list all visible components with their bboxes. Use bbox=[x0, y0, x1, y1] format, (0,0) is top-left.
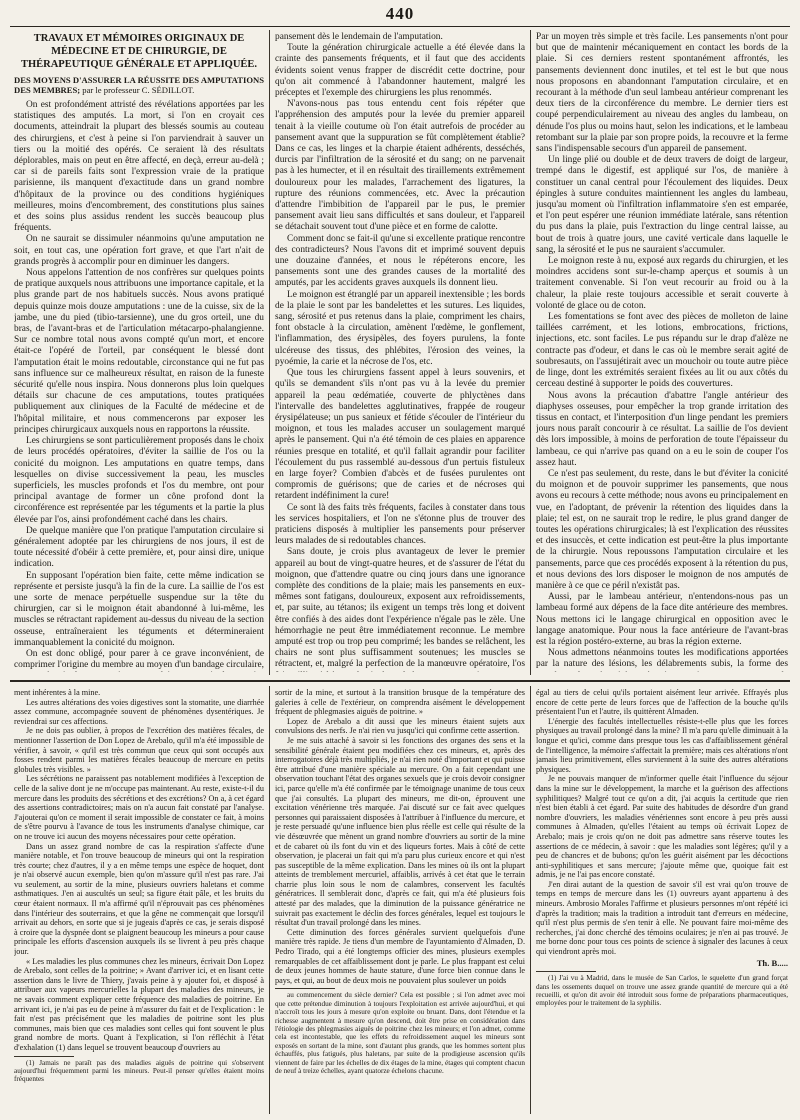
column-divider bbox=[269, 686, 270, 1114]
paragraph: Les chirurgiens se sont particulièrement proposés dans le choix de leurs procédés opératoires, d'éviter la saillie de l'os ou la conicité du moignon. Les amputations en quatre temps, dans lesquelles on divise successivement la peau, les muscles superficiels, les muscles profonds et l'os du membre, ont pour principal avantage de former un cône profond dont la circonférence est représentée par les téguments et la partie la plus élevée par l'os, ainsi profondément caché dans les chairs. bbox=[14, 436, 264, 525]
header-rule bbox=[10, 26, 790, 27]
author-signature: Th. B..... bbox=[756, 957, 788, 968]
paragraph: Nous avons la précaution d'abattre l'angle antérieur des diaphyses osseuses, pour empêcher la trop grande irritation des tissus en contact, et l'interposition d'un linge pendant les premiers jours nous paraît concourir à ce résultat. La saillie de l'os devient dès lors impossible, à moins de perforation de toute l'épaisseur du lambeau, ce qui n'arrive pas quand on a eu le soin de couper l'os assez haut. bbox=[536, 390, 788, 468]
article-title: TRAVAUX ET MÉMOIRES ORIGINAUX DE MÉDECINE ET DE CHIRURGIE, DE THÉRAPEUTIQUE GÉNÉRALE ET APPLIQUÉE. bbox=[20, 33, 258, 70]
page-number: 440 bbox=[385, 4, 415, 23]
article-column-1 bbox=[14, 32, 264, 672]
paragraph: Les sécrétions ne paraissent pas notablement modifiées à l'exception de celle de la salive dont je ne m'occupe pas maintenant. Au reste, existe-t-il du mercure dans les produits des sécrétions et des excrétions? On a, à cet égard des assertions contradictoires; mais on n'a aucun fait constaté par l'analyse. J'ajouterai qu'on ce moment il serait impossible de constater ce fait, à moins de s'être pourvu à l'avance de tous les instruments d'analyse chimique, car on ne trouve ici aucun des moyens nécessaires pour cette opération. bbox=[14, 774, 264, 841]
paragraph: L'énergie des facultés intellectuelles résiste-t-elle plus que les forces physiques au travail prolongé dans la mine? Il m'a paru qu'elle diminuait à la longue et qu'ici, comme dans presque tous les cas d'affaiblissement général de l'intelligence, la mémoire s'affectait la première; mais ces altérations n'ont jamais lieu primitivement, elles surviennent à la suite des autres altérations physiques. bbox=[536, 716, 788, 774]
footnote-rule bbox=[536, 971, 596, 972]
paragraph: On est donc obligé, pour parer à ce grave inconvénient, de comprimer l'origine du membre au moyen d'un bandage circulaire, bbox=[14, 648, 264, 671]
paragraph: Comment donc se fait-il qu'une si excellente pratique rencontre des contradicteurs? Nous l'avons dit et imprimé souvent depuis une douzaine d'années, et nous le répéterons encore, les pansements sont une des grandes causes de la mortalité des amputés, par les accidents graves auxquels ils donnent lieu. bbox=[275, 233, 525, 289]
paragraph: pansement dès le lendemain de l'amputation. bbox=[275, 32, 443, 42]
footnote: (1) Jamais ne paraît pas des maladies aiguës de poitrine qui s'observent aujourd'hui fréquemment parmi les mineurs. Peut-il penser qu'elles étaient moins fréquentes bbox=[14, 1058, 264, 1084]
article-column-2 bbox=[275, 32, 525, 672]
paragraph: Nous admettons néanmoins toutes les modifications apportées par la nature des lésions, les délabrements subis, la forme des bbox=[536, 648, 788, 670]
paragraph: De quelque manière que l'on pratique l'amputation circulaire si généralement adoptée par les chirurgiens de nos jours, il est de toute nécessité d'obéir à cette première, et, pour ainsi dire, unique indication. bbox=[14, 525, 264, 570]
feuilleton-column-3 bbox=[536, 688, 788, 1114]
paragraph: Nous appelons l'attention de nos confrères sur quelques points de pratique auxquels nous attribuons une importance capitale, et la plus grande part de nos habituels succès. Nous avons pratiqué depuis quinze mois douze amputations : une de la cuisse, six de la jambe, une du pied (tibio-tarsienne), une du gros orteil, une du bras, de l'avant-bras et de l'articulation métacarpo-phalangienne. Sur ce nombre total nous avons compté qu'un mort, et encore était-ce l'opéré de l'orteil, par conséquent le blessé dont l'amputation était le moins redoutable, circonstance qui ne fut pas sans influence sur ce malheureux résultat, en raison de la funeste sécurité qu'elle nous inspira. Nous donnerons plus loin quelques détails sur chacune de ces amputations, toutes pratiquées publiquement aux cliniques de la Faculté de médecine et de l'hôpital militaire, et nous commencerons par exposer les principes chirurgicaux auxquels nous en rapportons la réussite. bbox=[14, 268, 264, 435]
paragraph: Je me suis attaché à savoir si les fonctions des organes des sens et la sensibilité générale étaient peu modifiées chez ces mineurs, et, après des interrogatoires déjà très multipliés, je n'ai rien noté d'important et qui puisse être attribué d'une manière spéciale au mercure. On a fait cependant une observation touchant l'état des organes sexuels que je crois devoir consigner ici, parce qu'elle m'a été confirmée par le témoignage unanime de tous ceux que j'ai consultés. La plupart des mineurs, me dit-on, éprouvent une excitation vénérienne très marquée. J'ai discuté sur ce fait avec quelques personnes qui paraissaient disposées à l'attribuer à l'influence du mercure, et je reste persuadé qu'une influence bien plus réelle est celle qui résulte de la vie désœuvrée que mènent un grand nombre d'ouvriers au sortir de la mine et de cabaret où ils font du vin et des liqueurs fortes. Mais à côté de cette observation, je placerai un fait qui m'a paru plus curieux encore et qui n'est pas susceptible de la même explication. Dans les mines où ils ont la plupart atteints de tremblement mercuriel, affaiblis, arrivés à cet état que le terrain charrie plus loin sous le nom de calambres, conservent les facultés génératrices. Il semblerait donc, d'après ce fait, qui m'a été plusieurs fois attesté par des malades, que la diminution de la puissance génératrice ne suivrait pas exactement le déclin des forces générales, lequel est toujours le résultat d'un travail prolongé dans les mines. bbox=[275, 735, 525, 928]
paragraph: Sans doute, je crois plus avantageux de lever le premier appareil au bout de vingt-quatre heures, et de s'assurer de l'état du moignon, que d'attendre quatre ou cinq jours dans une ignorance complète des conditions de la plaie; mais les pansements en eux-mêmes sont fatigans, douloureux, exposent aux refroidissements, et, par suite, au tétanos; ils exigent un temps très long et doivent être confiés à des aides dont l'expérience n'égale pas le zèle. Une hémorrhagie ne peut être immédiatement reconnue. Le membre amputé est trop ou trop peu comprimé; les bandes se relâchent, les chairs ne sont plus suffisamment soutenues; les muscles se rétractent, et, malgré la perfection de la manœuvre opératoire, l'os bbox=[275, 547, 525, 670]
column-divider bbox=[530, 30, 531, 675]
footnote: au commencement du siècle dernier? Cela est possible ; si l'on admet avec moi que cette prétendue diminution à toujours l'exploitation est arrivée aujourd'hui, et qui n'accroît tous les jours à mesure qu'on exploite ou bruant. Dans, dont l'étendue et la richesse augmentent à mesure qu'on descend, doit être prise en considération dans l'étiologie des phlegmasies aiguës de poitrine chez les mineurs; et l'on admet, comme cela est incontestable, que les effets du refroidissement auquel les mineurs sont exposés en sortant de la mine, sont d'autant plus grands, que les hommes sortent plus échauffés, plus fatigués, plus haletans, par suite de la prodigieuse ascension qu'ils viennent de faire par les échelles de dix étages de la mine, étages qui comptent chacun de neuf à treize échelles, ayant quatorze échelons chacune. bbox=[275, 991, 525, 1076]
article-subtitle bbox=[14, 75, 264, 95]
paragraph: Les autres altérations des voies digestives sont la stomatite, une diarrhée assez commune, accompagnée souvent de phénomènes dysentériques. Je reviendrai sur ces affections. bbox=[14, 697, 264, 726]
paragraph: Le moignon reste à nu, exposé aux regards du chirurgien, et les moindres accidens sont sur-le-champ aperçus et soumis à un traitement convenable. Si l'on veut recourir au froid ou à la chaleur, la plaie reste toujours accessible et serait couverte à volonté de glace ou de coton. bbox=[536, 256, 788, 311]
feuilleton-column-2 bbox=[275, 688, 525, 1114]
paragraph: ment inhérentes à la mine. bbox=[14, 688, 101, 697]
paragraph: « Les maladies les plus communes chez les mineurs, écrivait Don Lopez de Arebalo, sont celles de la poitrine; » Avant d'arriver ici, et en lisant cette assertion dans le livre de Thiery, j'avais peine à y ajouter foi, et disposé à attribuer aux vapeurs mercurielles la plupart des maladies des mineurs, je ne savais comment expliquer cette fréquence des maladies de poitrine. En arrivant ici, je n'ai pas eu de peine à m'assurer du fait et de l'explication : le fait n'est pas précisément que les maladies de poitrine sont les plus communes, mais bien que ces maladies sont celles qui font souvent le plus grand nombre de morts. Quant à l'explication, si l'on réfléchit à l'état d'exhalation (1) dans lequel se trouvent beaucoup d'ouvriers au bbox=[14, 956, 264, 1052]
column-divider bbox=[269, 30, 270, 675]
paragraph: sortir de la mine, et surtout à la transition brusque de la température des galeries à celle de l'extérieur, on comprendra aisément le développement fréquent de phlegmasies aiguës de poitrine. » bbox=[275, 688, 525, 717]
article-column-3 bbox=[536, 32, 788, 672]
section-divider bbox=[10, 680, 790, 682]
paragraph: On ne saurait se dissimuler néanmoins qu'une amputation ne soit, en tout cas, une opération fort grave, et que l'art n'ait de grands progrès à accomplir pour en diminuer les dangers. bbox=[14, 234, 264, 267]
paragraph: En supposant l'opération bien faite, cette même indication se représente et persiste jusqu'à la fin de la cure. La saillie de l'os est une sorte de menace perpétuelle suspendue sur la tête du chirurgien, car si le moignon était abandonné à lui-même, les muscles se rétractant rapidement au-dessus du niveau de la section osseuse, entraîneraient les téguments et détermineraient immanquablement la conicité du moignon. bbox=[14, 570, 264, 648]
footnote-rule bbox=[275, 988, 335, 989]
paragraph: Dans un assez grand nombre de cas la respiration s'affecte d'une manière notable, et l'on trouve beaucoup de mineurs qui ont la respiration très courte; chez d'autres, il y a en même temps une espèce de hoquet, dont je n'ai observé aucun exemple, bien qu'on m'assure qu'il n'est pas rare. J'ai vu seulement, au sortir de la mine, plusieurs ouvriers haletans et comme asthmatiques. J'en ai auscultés un seul; sa figure était pâle, et les bruits du cœur étaient normaux. Il m'a affirmé qu'il n'éprouvait pas ces phénomènes dans l'intérieur des souterrains, et que la gêne ne commençait que lorsqu'il arrivait au dehors, en sorte que si je jugeais d'après ce cas, je serais disposé à croire que la dyspnée dont se plaignent beaucoup les mineurs a pour cause principale les efforts d'ascension auxquels ils se livrent à peu près chaque jour. bbox=[14, 841, 264, 957]
article-subtitle-caps: DES MOYENS D'ASSURER LA RÉUSSITE DES AMPUTATIONS DES MEMBRES; bbox=[14, 75, 264, 95]
paragraph: On est profondément attristé des révélations apportées par les statistiques des amputés. La mort, si l'on en croyait ces documents, atteindrait la plupart des blessés soumis au couteau des chirurgiens, et c'est à peine si l'on parviendrait à sauver un tiers ou la moitié des opérés. Ce seraient là des résultats déplorables, mais on peut en être affecté, en deçà, erreur au-delà ; car si de pareils faits sont l'expression vraie de la pratique parisienne, ils manquent d'exactitude dans un grand nombre d'hôpitaux de la province ou des conditions hygiéniques meilleures, moins d'encombrement, des constitutions plus saines et des soins plus assidus rendent les succès beaucoup plus fréquents. bbox=[14, 100, 264, 234]
paragraph: Toute la génération chirurgicale actuelle a été élevée dans la crainte des pansements fréquents, et il faut que des accidents évidents soient venus frapper de discrédit cette doctrine, pour qu'on ait commencé à l'abandonner hautement, malgré les préceptes et l'exemple des chirurgiens les plus renommés. bbox=[275, 43, 525, 99]
paragraph: Je ne pouvais manquer de m'informer quelle était l'influence du séjour dans la mine sur le développement, la marche et la guérison des affections syphilitiques? Malgré tout ce qu'on a dit, j'ai acquis la certitude que rien n'est bien établi à cet égard. Par suite des habitudes de désordre d'un grand nombre d'ouvriers, les maladies vénériennes sont encore à peu près aussi communes à Almaden, qu'elles l'étaient au temps où écrivait Lopez de Arebalo; mais je crois qu'on ne doit pas admettre sans réserve toutes les assertions de ce médecin, à savoir : que les maladies sont légères; qu'il y a peu de chancres et de bubons; qu'on les guérit aisément par les décoctions anti-syphilitiques et sans mercure; j'ajoute même que, quoique fait est admis, je ne l'ai pas encore constaté. bbox=[536, 774, 788, 880]
column-divider bbox=[530, 686, 531, 1114]
paragraph: égal au tiers de celui qu'ils portaient aisément leur arrivée. Effrayés plus encore de cette perte de leurs forces que de l'affection de la bouche qu'ils présentaient l'un et l'autre, ils quittèrent Almaden. bbox=[536, 688, 788, 717]
paragraph: Le moignon est étranglé par un appareil inextensible ; les bords de la plaie le sont par les bandelettes et les sutures. Les liquides, sang, sérosité et pus retenus dans la plaie, compriment les chairs, font obstacle à la circulation, amènent l'œdème, le gonflement, l'inflammation, des érysipèles, des foyers purulens, la fonte ulcéreuse des tissus, des phlébites, l'érosion des veines, la pyoémie, la carie et la nécrose de l'os, etc. bbox=[275, 289, 525, 367]
paragraph: N'avons-nous pas tous entendu cent fois répéter que l'appréhension des amputés pour la levée du premier appareil tenait à la vieille coutume où l'on était autrefois de procéder au pansement avant que la suppuration se fût complètement établie? Dans ce cas, les linges et la charpie étaient adhérents, desséchés, durcis par l'infiltration de la sérosité et du sang; on ne parvenait pas à les humecter, et il en résultait des tiraillements extrêmement douloureux pour les malades, l'arrachement des ligatures, la rupture des réunions commencées, etc. Avec la précaution d'attendre l'imbibition de l'appareil par le pus, le premier pansement avait lieu sans difficultés et sans douleur, et l'appareil se détachait souvent tout d'une pièce et en forme de calotte. bbox=[275, 99, 525, 233]
paragraph: Que tous les chirurgiens fassent appel à leurs souvenirs, et qu'ils se demandent s'ils n'ont pas vu à la levée du premier appareil la peau œdématiée, couverte de phlyctènes dans l'intervalle des bandelettes agglutinatives, frappée de rougeur érysipélateuse; un pus sanieux et fétide s'écouler de l'intérieur du moignon, et tous les malades accuser un soulagement marqué après le pansement. Qui n'a été témoin de ces plaies en apparence réunies presque en totalité, et qu'il fallait agrandir pour faciliter l'écoulement du pus rassemblé au-dessous d'un pertuis fistuleux en large foyer? Combien d'abcès et de fusées purulentes ont compromis de guérisons; que de caries et de nécroses qui retardent indéfiniment la cure! bbox=[275, 368, 525, 502]
paragraph: Ce n'est pas seulement, du reste, dans le but d'éviter la conicité du moignon et de pouvoir supprimer les pansements, que nous avons eu recours à cette méthode; nous avons eu principalement en vue, en l'adoptant, de prévenir la rétention des liquides dans la plaie; tel est, on ne saurait trop le redire, le plus grand danger de toutes les opérations chirurgicales; là est l'explication des réussites et des insuccès, et cette indication est peut-être la plus importante de la chirurgie. Nous repoussons l'amputation circulaire et les pansements, parce que ces procédés exposent à la rétention du pus, et nous devions des lors disposer le moignon de nos amputés de manière à ce que ce péril n'existât pas. bbox=[536, 468, 788, 591]
paragraph: Par un moyen très simple et très facile. Les pansements n'ont pour but que de maintenir mécaniquement en contact les bords de la plaie. Si ces derniers restent spontanément affrontés, les pansements deviennent donc inutiles, et tel est le but que nous nous proposons en abandonnant l'amputation circulaire, et en recourant à la méthode d'un seul lambeau antérieur comprenant les deux tiers de la circonférence du membre. Le dernier tiers est coupé perpendiculairement au niveau des angles du lambeau, on dénude l'os plus ou moins haut, selon les indications, et le lambeau retombant sur la plaie par son propre poids, la recouvre et la ferme sans l'indispensable secours d'un appareil de pansement. bbox=[536, 32, 788, 155]
paragraph: J'en dirai autant de la question de savoir s'il est vrai qu'on trouve de temps en temps de mercure dans les (1) ouvreurs ayant appartenu à des mineurs. Ambrosio Morales l'affirme et plusieurs personnes m'ont répété ici d'après la tradition; mais la tradition a introduit tant d'erreurs en médecine, qu'il n'est plus permis de s'en tenir à elle. Ne pouvant faire moi-même des recherches, j'ai donc cherché des témoins oculaires; je n'en ai pas trouvé. Je me borne donc pour tous ces points de science à signaler des lacunes à ceux qui viendront après moi. bbox=[536, 879, 788, 957]
article-author: par le professeur C. SÉDILLOT. bbox=[82, 85, 195, 95]
paragraph: Lopez de Arebalo a dit aussi que les mineurs étaient sujets aux convulsions des nerfs. Je n'ai rien vu jusqu'ici qui confirme cette assertion. bbox=[275, 716, 525, 736]
footnote-rule bbox=[14, 1056, 74, 1057]
footnote: (1) J'ai vu à Madrid, dans le musée de San Carlos, le squelette d'un grand forçat dans les ossements duquel on trouve une assez grande quantité de mercure qui a été recueilli, et qu'on dit avoir été introduit sous forme de préparations pharmaceutiques, employées pour le traitement de la syphilis. bbox=[536, 974, 788, 1008]
paragraph: Cette diminution des forces générales survient quelquefois d'une manière très rapide. Je tiens d'un membre de l'ayuntamiento d'Almaden, D. Pedro Tirado, qui a été longtemps officier des mines, plusieurs exemples remarquables de cet affaiblissement dont je parle. Le plus frappant est celui de deux jeunes hommes de haute stature, d'une force bien connue dans le pays, et qui, au bout de deux mois ne pouvaient plus soulever un poids bbox=[275, 927, 525, 985]
paragraph: Je ne dois pas oublier, à propos de l'excrétion des matières fécales, de mentionner l'assertion de Don Lopez de Arebalo, qu'il m'a été impossible de vérifier, à savoir, « qu'il est très commun que ceux qui sont occupés aux fosses rendent parmi les matières fécales beaucoup de mercure en petits globules très visibles. » bbox=[14, 726, 264, 774]
feuilleton-column-1 bbox=[14, 688, 264, 1114]
paragraph: Un linge plié ou double et de deux travers de doigt de largeur, trempé dans le digestif, est appliqué sur l'os, de manière à constituer un canal central pour l'écoulement des liquides. Deux épingles à suture conduites maintiennent les angles du lambeau, jusqu'au moment où l'infiltration inflammatoire s'en est emparée, et l'on peut espérer une réunion immédiate latérale, sans rétention du pus dans la plaie, puis l'extraction du linge central laisse, au bout de trois à quatre jours, une cavité verticale dans laquelle le sang, la sérosité et le pus ne sauraient s'accumuler. bbox=[536, 155, 788, 255]
paragraph: Ce sont là des faits très fréquents, faciles à constater dans tous les services hospitaliers, et l'on ne s'étonne plus de trouver des praticiens disposés à multiplier les pansements pour préserver leurs malades de si redoutables chances. bbox=[275, 502, 525, 547]
paragraph: Aussi, par le lambeau antérieur, n'entendons-nous pas un lambeau formé aux dépens de la face dite antérieure des membres. Nous mettons ici le langage chirurgical en opposition avec le langage anatomique. Pour nous la face antérieure de l'avant-bras est la région postéro-externe, au bras la région externe. bbox=[536, 592, 788, 647]
paragraph: Les fomentations se font avec des pièces de molleton de laine taillées carrément, et les lotions, embrocations, frictions, injections, etc. sont faciles. Le pus répandu sur le drap d'alèze ne contracte pas d'odeur, et dans le cas où le membre serait agité de soubresauts, on l'assujétirait avec un mouchoir ou toute autre pièce de linge, dont les extrémités seraient fixées au lit ou aux côtés du cerceau destiné à supporter le poids des couvertures. bbox=[536, 312, 788, 390]
